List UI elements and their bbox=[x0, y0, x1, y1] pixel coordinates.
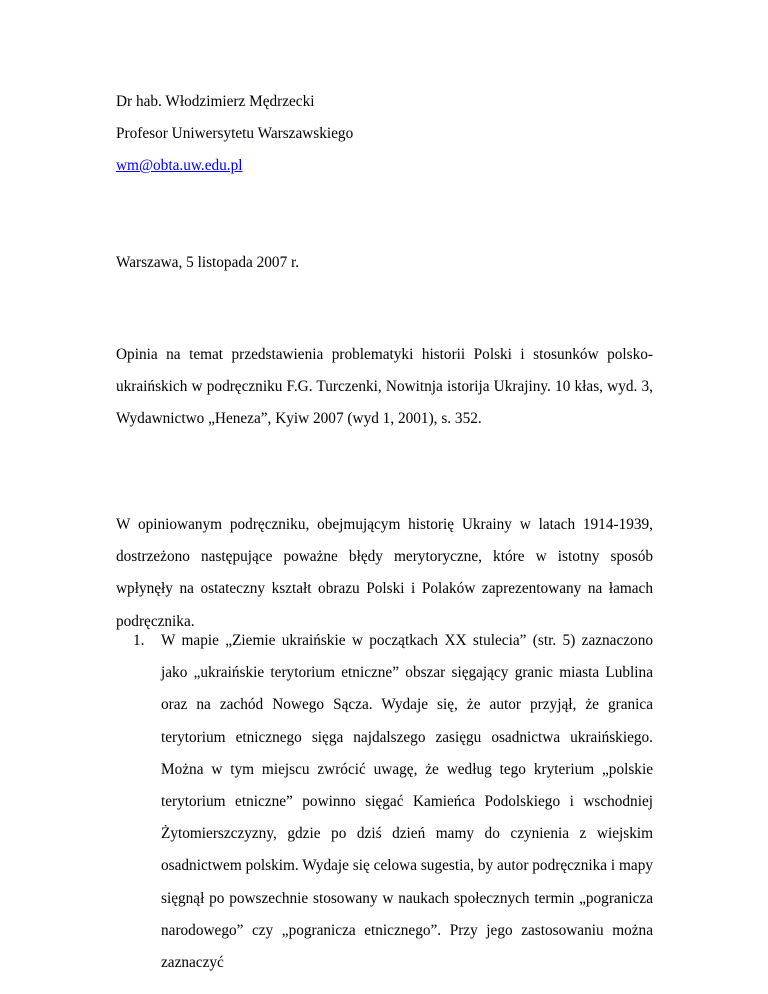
list-item-text: W mapie „Ziemie ukraińskie w początkach XX stulecia” (str. 5) zaznaczono jako „ukraińskie terytorium etniczne” obszar sięgający granic miasta Lublina oraz na zachód Nowego Sącza. Wydaje się, że autor przyjął, że granica terytorium etnicznego sięga najdalszego zasięgu osadnictwa ukraińskiego. Można w tym miejscu zwrócić uwagę, że według tego kryterium „polskie terytorium etniczne” powinno sięgać Kamieńca Podolskiego i wschodniej Żytomierszczyzny, gdzie po dziś dzień mamy do czynienia z wiejskim osadnictwem polskim. Wydaje się celowa sugestia, by autor podręcznika i mapy sięgnął po powszechnie stosowany w naukach społecznych termin „pogranicza narodowego” czy „pogranicza etnicznego”. Przy jego zastosowaniu można zaznaczyć bbox=[161, 632, 653, 972]
place-date: Warszawa, 5 listopada 2007 r. bbox=[116, 254, 300, 271]
email-line bbox=[116, 156, 243, 176]
list-item-number: 1. bbox=[133, 632, 145, 649]
list-item bbox=[116, 625, 653, 979]
numbered-list bbox=[116, 625, 653, 979]
intro-paragraph: W opiniowanym podręczniku, obejmującym historię Ukrainy w latach 1914-1939, dostrzeżono następujące poważne błędy merytoryczne, które w istotny sposób wpłynęły na ostateczny kształt obrazu Polski i Polaków zaprezentowany na łamach podręcznika. bbox=[116, 516, 653, 630]
author-name: Dr hab. Włodzimierz Mędrzecki bbox=[116, 93, 315, 110]
author-email-link[interactable]: wm@obta.uw.edu.pl bbox=[116, 157, 243, 174]
author-title: Profesor Uniwersytetu Warszawskiego bbox=[116, 125, 354, 142]
subject-paragraph: Opinia na temat przedstawienia problematyki historii Polski i stosunków polsko-ukraińskich w podręczniku F.G. Turczenki, Nowitnja istorija Ukrajiny. 10 kłas, wyd. 3, Wydawnictwo „Heneza”, Kyiw 2007 (wyd 1, 2001), s. 352. bbox=[116, 346, 653, 428]
